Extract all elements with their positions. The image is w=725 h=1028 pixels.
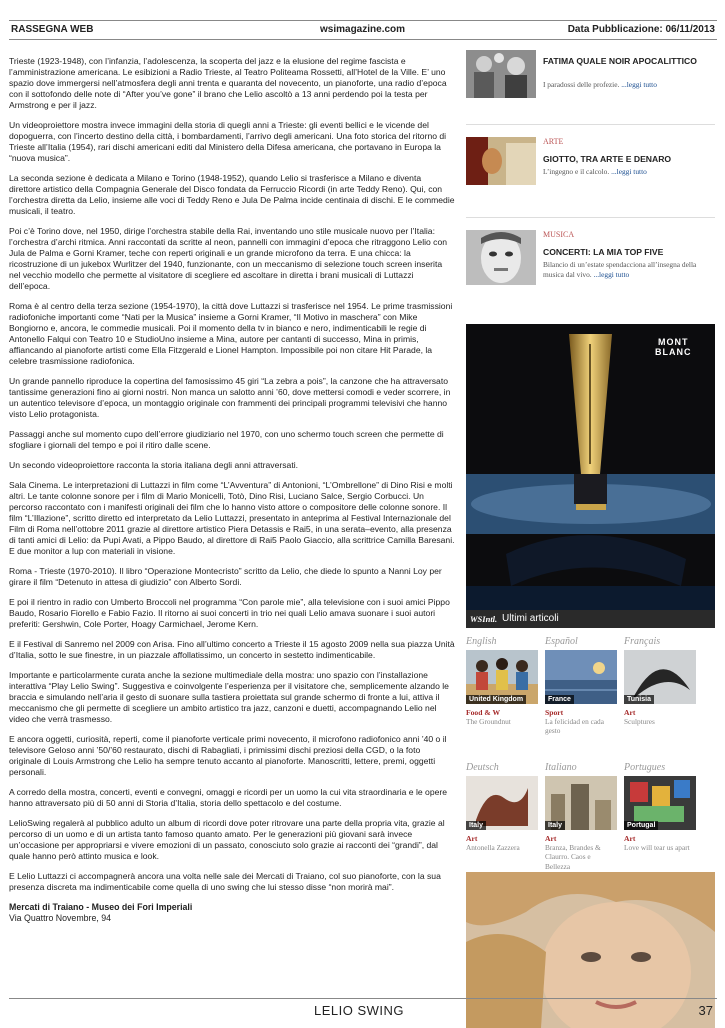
article-category: Food & W <box>466 708 501 717</box>
article-paragraph: Roma è al centro della terza sezione (1954-1970), la città dove Luttazzi si trasferisce nel 1954. Le prime trasmissioni radiofoniche importanti come “Nati per la Musica” insieme a Gorni Kramer, “Il Motivo in maschera” con Mike Bongiorno e, ancora, le commedie musicali. Poi il momento della tv in bianco e nero, indimenticabili le regie di Antonello Falqui con Teatro 10 e StudioUno insieme a Mina, autore per cantanti di successo, Mina in primis, affiancando al pianoforte artisti come Ella Fitzgerald e Lionel Hampton. Impossibile poi non citare Hit Parade, la celebre trasmissione radiofonica. <box>9 301 453 366</box>
article-paragraph: Un videoproiettore mostra invece immagini della storia di quegli anni a Trieste: gli eventi bellici e le vicende del dopoguerra, con l’incerto destino della città, i bombardamenti, l’arrivo degli americani. Una foto storica del ritorno di Trieste all’Italia (1954), rari dischi americani editi dal Ministero della Difesa americana, che portavano in Europa la “nuova musica”. <box>9 120 447 163</box>
language-label: Deutsch <box>466 762 499 773</box>
venue-address: Via Quattro Novembre, 94 <box>9 913 112 924</box>
article-body <box>9 56 455 925</box>
header-publication-date: Data Pubblicazione: 06/11/2013 <box>567 24 715 35</box>
article-paragraph: LelioSwing regalerà al pubblico adulto un album di ricordi dove poter ritrovare una parte della propria vita, grazie al percorso di un uomo e di un artista tanto famoso quanto amato. Per le generazioni più giovani sarà invece un’occasione per appropriarsi e vivere emozioni di un passato, conosciuto solo grazie ai racconti dei “grandi”, dal quale hanno però attinto musica e look. <box>9 818 445 861</box>
article-thumbnail[interactable] <box>624 776 696 830</box>
country-badge: Italy <box>466 821 486 830</box>
article-paragraph: Un grande pannello riproduce la copertina del famosissimo 45 giri “La zebra a pois”, la canzone che ha attraversato tantissime generazioni fino ai giorni nostri. Non manca un salotto anni ’60, dove mettersi comodi e veder scorrere, in un autentico televisore d’epoca, un montaggio originale con frammenti dei principali programmi televisivi che hanno visto Lelio protagonista. <box>9 376 451 419</box>
latest-article-deutsch[interactable] <box>466 762 538 852</box>
montblanc-advertisement[interactable] <box>466 324 715 611</box>
article-paragraph: E poi il rientro in radio con Umberto Broccoli nel programma “Con parole mie”, alla televisione con i suoi amici Pippo Baudo, Rosario Fiorello e Fabio Fazio. Il ritorno ai suoi concerti in trio nei quali Lelio amava suonare i suoi autori preferiti: Gershwin, Cole Porter, Hoagy Carmichael, Jerome Kern. <box>9 597 450 629</box>
related-article[interactable] <box>466 50 715 110</box>
related-title[interactable]: FATIMA QUALE NOIR APOCALITTICO <box>543 56 697 66</box>
article-title[interactable]: The Groundnut <box>466 717 511 726</box>
read-more-link[interactable]: ...leggi tutto <box>593 269 630 279</box>
article-thumbnail[interactable] <box>545 776 617 830</box>
related-thumbnail[interactable] <box>466 50 536 98</box>
article-paragraph: E ancora oggetti, curiosità, reperti, come il pianoforte verticale primi novecento, il microfono radiofonico anni ’40 o il televisore Geloso anni ’50/’60 restaurato, dischi di Rabagliati, i primissimi dischi preziosi della CGD, o la foto originale di Louis Armstrong che Lelio ha sempre tenuto accanto al pianoforte. Manoscritti, lettere, premi, oggetti personali. <box>9 734 447 777</box>
wsintl-logo: WSIntl. <box>470 614 498 624</box>
related-title[interactable]: GIOTTO, TRA ARTE E DENARO <box>543 154 672 164</box>
page-number: 37 <box>698 1003 713 1018</box>
article-paragraph: E il Festival di Sanremo nel 2009 con Arisa. Fino all’ultimo concerto a Trieste il 15 agosto 2009 nella sua piazza Unità d’Italia, sotto le sue finestre, in un piazzale affollatissimo, un concerto in sestetto indimenticabile. <box>9 639 455 660</box>
read-more-link[interactable]: ...leggi tutto <box>611 167 647 176</box>
related-desc: L’ingegno e il calcolo. ...leggi tutto <box>543 167 647 176</box>
language-label: Italiano <box>545 762 577 773</box>
country-badge: Italy <box>545 821 565 830</box>
venue-title: Mercati di Traiano - Museo dei Fori Imperiali <box>9 902 193 912</box>
language-label: Français <box>624 636 661 647</box>
article-category: Art <box>545 834 557 843</box>
article-paragraph: La seconda sezione è dedicata a Milano e Torino (1948-1952), quando Lelio si trasferisce a Milano e diventa direttore artistico della Compagnia Generale del Disco fondata da Ferruccio Ricordi (in arte Teddy Reno). Qui, con l’orchestra diretta da Lelio, insieme alle voci di Teddy Reno e Jula De Palma incide centinaia di dischi. E le commedie musicali, il teatro. <box>9 173 455 216</box>
article-paragraph: E Lelio Luttazzi ci accompagnerà ancora una volta nelle sale dei Mercati di Traiano, col suo pianoforte, con la sua presenza discreta ma indimenticabile come quella di uno swing che lui stesso disse “non morirà mai”. <box>9 871 441 892</box>
page-footer <box>9 998 717 1018</box>
article-paragraph: Sala Cinema. Le interpretazioni di Luttazzi in film come “L’Avventura” di Antonioni, “L’Ombrellone” di Dino Risi e molti altri. Le tante colonne sonore per i film di Mario Monicelli, Totò, Dino Risi, Luciano Salce, Sergio Corbucci. Un percorso raccontato con i manifesti originali dei film che lo hanno visto attore o compositore delle colonne sonore. Il film “L’Illazione”, scritto diretto ed interpretato da Lelio Luttazzi, presentato in anteprima al Festival Internazionale del Film di Roma nell’ottobre 2011 grazie al direttore artistico Piera Detassis e Rai5, in una serata–evento, alla presenza di tanti amici di Lelio: da Pupi Avati, a Pippo Baudo, al direttore di Rai5 Paolo Giaccio, alla scrittrice Camilla Baresani. E due monitor a lup con materiali in visione. <box>9 480 455 556</box>
article-paragraph: A corredo della mostra, concerti, eventi e convegni, omaggi e ricordi per un uomo la cui vita straordinaria e le opere hanno attraversato più di 50 anni di Storia d’Italia, storia dello spettacolo e del costume. <box>9 787 448 808</box>
latest-article-portugues[interactable] <box>624 762 696 852</box>
article-category: Sport <box>545 708 564 717</box>
article-title[interactable]: Antonella Zazzera <box>466 843 520 852</box>
footer-title: LELIO SWING <box>314 1003 405 1018</box>
page-header <box>9 20 717 40</box>
related-desc: Bilancio di un’estate spendacciona all’insegna della musica dal vivo. ...leggi tutto <box>543 260 697 279</box>
header-section-label: RASSEGNA WEB <box>11 24 94 35</box>
article-thumbnail[interactable] <box>545 650 617 704</box>
country-badge: Tunisia <box>624 695 654 704</box>
article-paragraph: Passaggi anche sul momento cupo dell’errore giudiziario nel 1970, con uno schermo touch screen che permette di sfogliare i giornali del tempo e poi il ritiro dalle scene. <box>9 429 444 450</box>
divider <box>466 124 715 125</box>
country-badge: United Kingdom <box>466 695 526 704</box>
children-photo-image <box>466 50 536 98</box>
language-label: Español <box>545 636 578 647</box>
article-title[interactable]: Sculptures <box>624 717 655 726</box>
related-title[interactable]: CONCERTI: LA MIA TOP FIVE <box>543 247 664 257</box>
article-paragraph: Roma - Trieste (1970-2010). Il libro “Operazione Montecristo” scritto da Lelio, che diede lo spunto a Nanni Loy per girare il film “Detenuto in attesa di giudizio” con Alberto Sordi. <box>9 566 442 587</box>
related-category: MUSICA <box>543 230 575 239</box>
read-more-link[interactable]: ...leggi tutto <box>621 80 657 89</box>
article-category: Art <box>624 708 636 717</box>
related-thumbnail[interactable] <box>466 137 536 185</box>
article-title[interactable]: Love will tear us apart <box>624 843 690 852</box>
fountain-pen-image <box>466 324 715 611</box>
divider <box>466 217 715 218</box>
article-title[interactable]: La felicidad en cada gesto <box>545 717 604 736</box>
portrait-advertisement[interactable] <box>466 872 715 1028</box>
article-thumbnail[interactable] <box>466 650 538 704</box>
language-label: Portugues <box>624 762 666 773</box>
article-thumbnail[interactable] <box>624 650 696 704</box>
article-category: Art <box>466 834 478 843</box>
woman-portrait-image <box>466 872 715 1028</box>
language-label: English <box>466 636 497 647</box>
latest-article-espanol[interactable] <box>545 636 617 736</box>
latest-article-francais[interactable] <box>624 636 696 726</box>
article-paragraph: Un secondo videoproiettore racconta la storia italiana degli anni attraversati. <box>9 460 299 470</box>
latest-articles-title: Ultimi articoli <box>502 613 559 624</box>
singer-face-image <box>466 230 536 285</box>
country-badge: Portugal <box>624 821 658 830</box>
related-thumbnail[interactable] <box>466 230 536 285</box>
article-paragraph: Importante e particolarmente curata anche la sezione multimediale della mostra: uno spazio con l’installazione interattiva “Play Lelio Swing”. Suggestiva e coinvolgente l’esperienza per il visitatore che, semplicemente alzando le braccia e simulando nell’aria il gesto di suonare sulla tastiera proiettata sul grande schermo di fronte a lui, attiva il meccanismo che gli permette di scegliere un ambito artistico tra jazz, canzoni e duetti, accompagnando Lelio nel video che verrà trasmesso. <box>9 670 449 724</box>
latest-articles-header <box>466 610 715 628</box>
article-paragraph: Poi c’è Torino dove, nel 1950, dirige l’orchestra stabile della Rai, inventando uno stile musicale nuovo per l’Italia: l’orchestra d’archi ritmica. Anni raccontati da scritte al neon, pannelli con immagini d’epoca che ritraggono Lelio con Jula de Palma e Gorni Kramer, teche con reperti originali e un grande microfono da terra. E una chicca: la ricostruzione di un jukebox Wurlitzer del 1940, funzionante, con un meccanismo di selezione touch screen inserita nel vecchio modello che permette al visitatore di scegliere ed ascoltare in diretta i brani musicali di Luttazzi dell’epoca. <box>9 226 448 291</box>
latest-article-italiano[interactable] <box>545 762 617 871</box>
article-thumbnail[interactable] <box>466 776 538 830</box>
article-category: Art <box>624 834 636 843</box>
related-category: ARTE <box>543 137 564 146</box>
related-article[interactable] <box>466 230 715 300</box>
article-paragraph: Trieste (1923-1948), con l’infanzia, l’adolescenza, la scoperta del jazz e la elusione del regime fascista e l’amministrazione americana. Le esibizioni a Radio Trieste, al Teatro Politeama Rossetti, all’Hotel de la Ville. E’ uno spazio dove immergersi nell’atmosfera degli anni trenta e quaranta del novecento, un pianoforte, una radio d’epoca con il sottofondo delle note di “After you’ve gone” il brano che Lelio ascoltò a 13 anni perdendo poi la testa per Armstrong e per il jazz. <box>9 56 447 110</box>
latest-article-english[interactable] <box>466 636 538 726</box>
venue-info <box>9 902 455 925</box>
related-desc: I paradossi delle profezie. ...leggi tutto <box>543 80 657 89</box>
header-site-name: wsimagazine.com <box>320 24 406 35</box>
montblanc-logo: MONT BLANC <box>655 337 692 357</box>
country-badge: France <box>545 695 574 704</box>
related-article[interactable] <box>466 137 715 197</box>
article-title[interactable]: Branza, Brandes & Claurro. Caos e Bellezza <box>545 843 601 871</box>
giotto-painting-image <box>466 137 536 185</box>
